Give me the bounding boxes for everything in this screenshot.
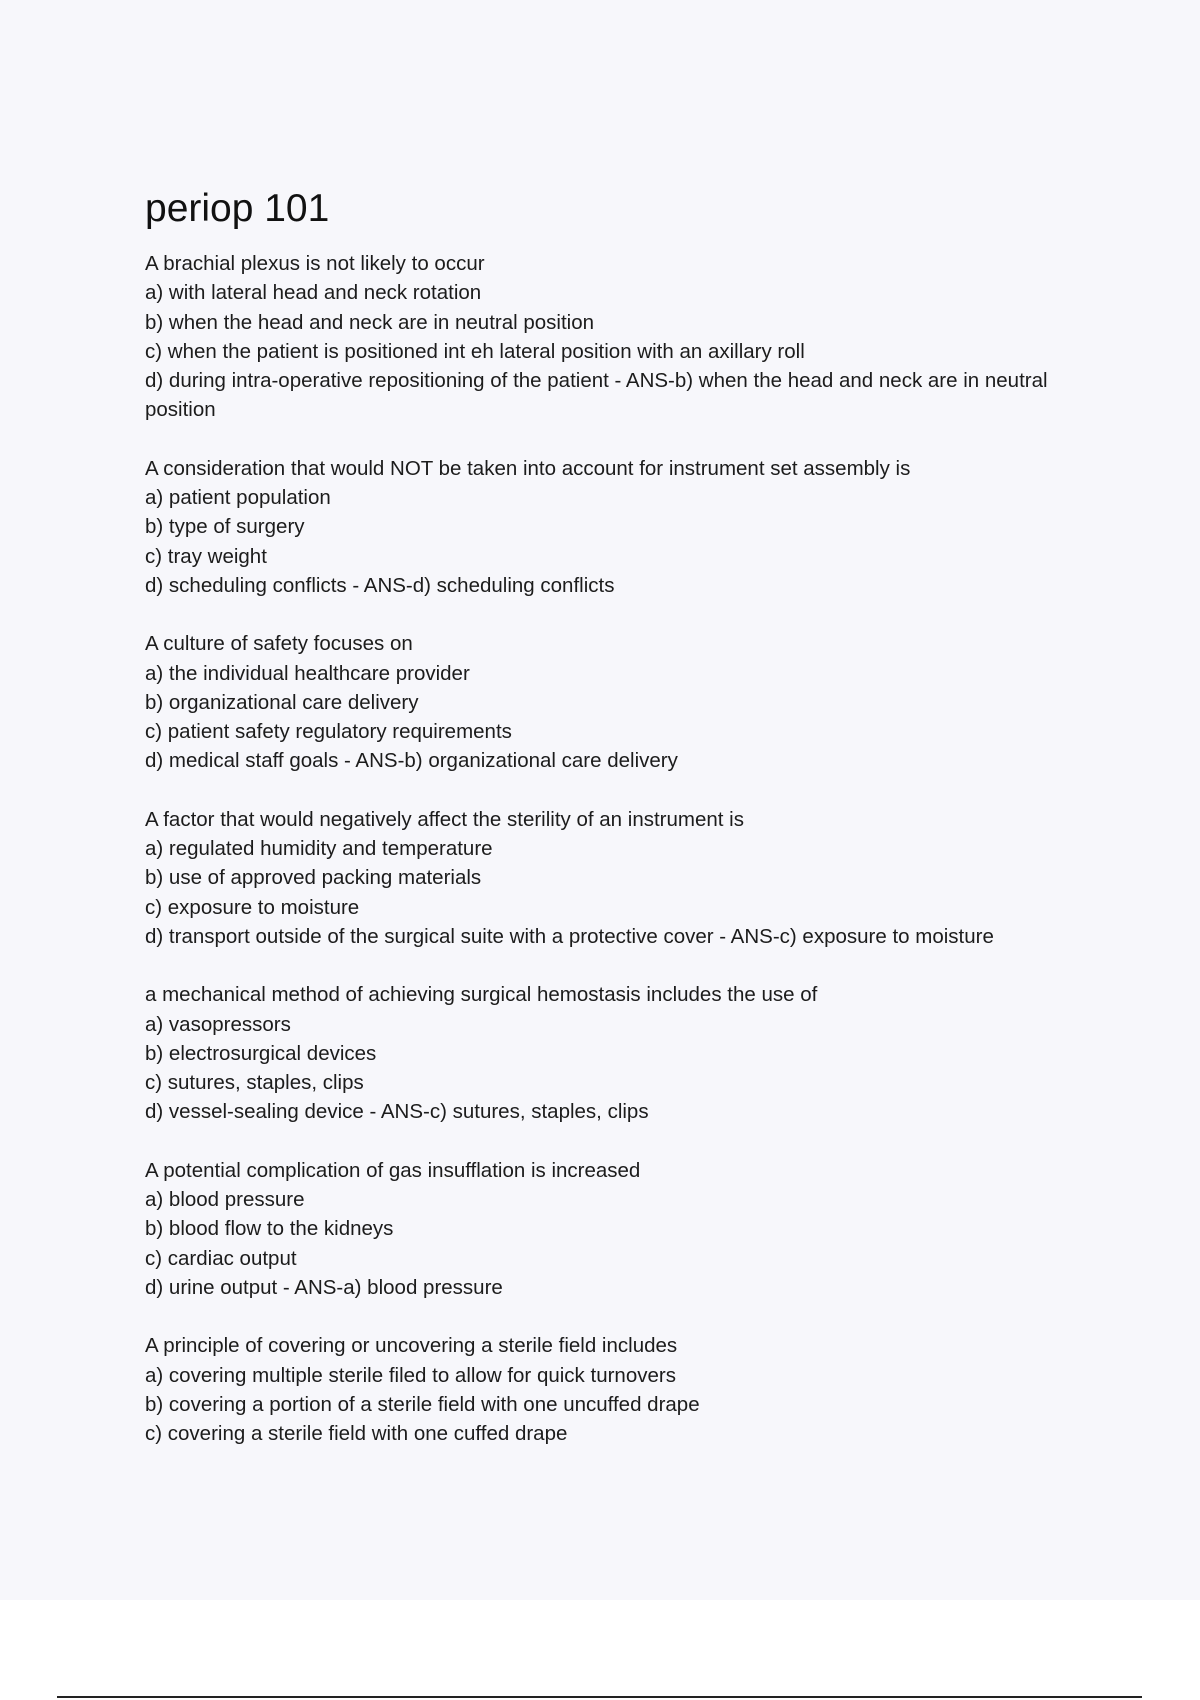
answer-option: c) exposure to moisture — [145, 895, 360, 919]
answer-option: d) medical staff goals - ANS-b) organizational care delivery — [145, 749, 678, 773]
question-stem: A consideration that would NOT be taken into account for instrument set assembly is — [145, 456, 911, 480]
answer-option: c) tray weight — [145, 544, 267, 568]
question-block — [145, 1331, 1075, 1448]
question-stem: A principle of covering or uncovering a sterile field includes — [145, 1334, 678, 1358]
answer-option: b) when the head and neck are in neutral position — [145, 310, 595, 334]
question-block — [145, 805, 1075, 951]
answer-option: a) the individual healthcare provider — [145, 661, 470, 685]
answer-option: b) organizational care delivery — [145, 690, 419, 714]
answer-option: d) during intra-operative repositioning of the patient - ANS-b) when the head and neck are in neutral position — [145, 369, 1048, 422]
question-stem: A factor that would negatively affect the sterility of an instrument is — [145, 807, 744, 831]
answer-option: a) blood pressure — [145, 1188, 305, 1212]
question-block — [145, 980, 1075, 1126]
question-stem: A potential complication of gas insufflation is increased — [145, 1158, 641, 1182]
answer-option: a) vasopressors — [145, 1012, 291, 1036]
question-block — [145, 454, 1075, 600]
answer-option: b) blood flow to the kidneys — [145, 1217, 394, 1241]
answer-option: d) transport outside of the surgical suite with a protective cover - ANS-c) exposure to moisture — [145, 924, 994, 948]
answer-option: c) covering a sterile field with one cuffed drape — [145, 1422, 568, 1446]
answer-option: b) use of approved packing materials — [145, 866, 482, 890]
answer-option: b) covering a portion of a sterile field with one uncuffed drape — [145, 1392, 700, 1416]
answer-option: b) type of surgery — [145, 515, 305, 539]
answer-option: d) urine output - ANS-a) blood pressure — [145, 1275, 503, 1299]
answer-option: c) cardiac output — [145, 1246, 297, 1270]
answer-option: b) electrosurgical devices — [145, 1041, 377, 1065]
question-stem: A culture of safety focuses on — [145, 632, 413, 656]
question-stem: a mechanical method of achieving surgical hemostasis includes the use of — [145, 983, 818, 1007]
question-stem: A brachial plexus is not likely to occur — [145, 252, 485, 275]
answer-option: a) regulated humidity and temperature — [145, 837, 493, 861]
answer-option: a) with lateral head and neck rotation — [145, 281, 482, 305]
document-content — [145, 183, 1075, 1477]
answer-option: c) patient safety regulatory requirements — [145, 720, 512, 744]
document-title: periop 101 — [145, 187, 330, 230]
answer-option: c) sutures, staples, clips — [145, 1071, 364, 1095]
question-block — [145, 1156, 1075, 1302]
answer-option: a) covering multiple sterile filed to allow for quick turnovers — [145, 1363, 676, 1387]
answer-option: d) vessel-sealing device - ANS-c) sutures, staples, clips — [145, 1100, 649, 1124]
answer-option: d) scheduling conflicts - ANS-d) scheduling conflicts — [145, 573, 615, 597]
question-block — [145, 249, 1075, 425]
answer-option: c) when the patient is positioned int eh lateral position with an axillary roll — [145, 339, 805, 363]
question-block — [145, 629, 1075, 775]
footer-divider — [57, 1696, 1142, 1698]
answer-option: a) patient population — [145, 486, 331, 510]
